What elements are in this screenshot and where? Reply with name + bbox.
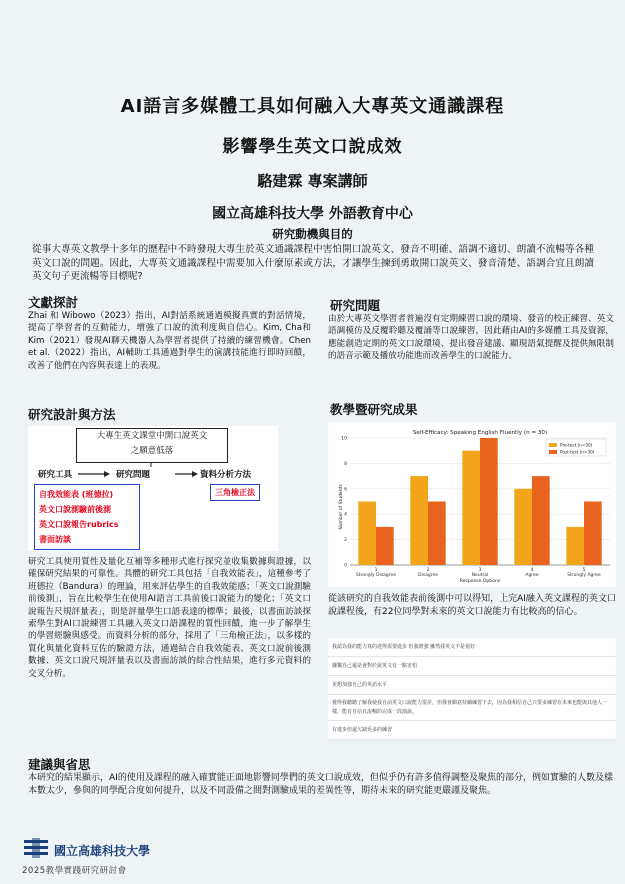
bar-pre-test	[410, 476, 428, 565]
diagram-tool-3: 英文口說報告rubrics	[39, 520, 119, 529]
bar-post-test	[480, 438, 498, 565]
literature-heading: 文獻探討	[28, 295, 79, 310]
chart-xtick-number: 2	[426, 568, 430, 573]
bar-pre-test	[566, 527, 584, 565]
bar-post-test	[376, 527, 394, 565]
results-text: 從該研究的自我效能表前後測中可以得知，上完AI融入英文課程的英文口說課程後，有22位同學對未來的英文口說能力有比較高的信心。	[328, 594, 616, 617]
questions-text: 由於大專英文學習者普遍沒有定期練習口說的環境、發音的校正練習、英文語調模仿及反覆聆聽及覆誦等口說練習，因此藉由AI的多媒體工具及資源，應能創造定期的英文口說環境、提出發音建議、顯現語氣提醒及提供無限制的語音示範及播放功能進而改善學生的口說能力。	[328, 314, 614, 362]
diagram-col-tools: 研究工具	[38, 470, 73, 480]
footer-conference: 2025教學實踐研究研討會	[22, 866, 127, 876]
chart-xtick-label: Strongly Agree	[567, 573, 601, 578]
diagram-col-questions: 研究問題	[116, 470, 151, 480]
literature-text: Zhai 和 Wibowo（2023）指出，AI對話系統通過模擬真實的對話情境，提高了學習者的互動能力，增強了口說的流利度與自信心。Kim, Cha和Kim（2021）發現AI聊天機器人為學習者提供了持續的練習機會。Chen et al.（2022）指出，AI輔助工具通過對學生的演講技能進行即時回饋，改善了他們在內容與表達上的表現。	[28, 311, 311, 371]
conclusion-heading: 建議與省思	[28, 757, 91, 772]
diagram-method: 三角檢正法	[210, 484, 260, 501]
bar-pre-test	[514, 489, 532, 565]
poster-title-line1: AI語言多媒體工具如何融入大專英文通識課程	[120, 96, 505, 117]
diagram-tool-2: 英文口說測驗前後測	[39, 505, 111, 514]
chart-xtick-number: 4	[530, 568, 534, 573]
school-logo-icon	[22, 838, 50, 864]
design-diagram	[28, 426, 278, 551]
chart-xtick-label: Strongly Disagree	[355, 573, 397, 578]
bar-pre-test	[462, 451, 480, 565]
chart-ylabel: Number of Students	[339, 484, 344, 530]
chart-xtick-number: 5	[582, 568, 586, 573]
chart-legend-label: Post-test (n=30)	[560, 449, 595, 455]
bar-post-test	[532, 476, 550, 565]
survey-row: 有進步但還欠缺更多的練習	[328, 721, 616, 740]
diagram-top-line2: 之願意低落	[130, 446, 174, 456]
chart-xlabel: Response Options	[459, 579, 501, 584]
design-text: 研究工具使用質性及量化互補等多種形式進行探究並收集數據與證據，以確保研究結果的可靠性。具體的研究工具包括「自我效能表」，這種參考了班德拉（Bandura）的理論，用來評估學生的自我效能感；「英文口說測驗前後測」，旨在比較學生在使用AI語言工具前後口說能力的變化；「英文口說報告尺規評量表」，則是評量學生口語表達的標準；最後，以書面訪談探索學生對AI口說練習工具融入英文口語課程的質性回饋，進一步了解學生的學習經驗與感受。而資料分析的部分，採用了「三角檢正法」，以多樣的質化與量化資料互佐的驗證方法，通過結合自我效能表、英文口說前後測數據、英文口說尺規評量表以及書面訪談的綜合性結果，進行多元資料的交叉分析。	[28, 557, 311, 679]
chart-xtick-label: Disagree	[418, 573, 438, 578]
motivation-text: 從事大專英文教學十多年的歷程中不時發現大專生於英文通識課程中害怕開口說英文、發音不明確、語調不適切、朗讀不流暢等各種英文口說的問題。因此，大專英文通識課程中需要加入什麼原素或方法，才讓學生揀到勇敢開口說英文、發音清楚、語調合宜且朗讀英文句子更流暢等目標呢?	[32, 244, 594, 282]
conclusion-text: 本研究的結果顯示，AI的使用及課程的融入確實能正面地影響同學們的英文口說成效，但似乎仍有許多值得調整及聚焦的部分，例如實驗的人數及樣本數太少，參與的同學配合度如何提升，以及不同設備之間對測驗成果的差異性等，期待未來的研究能更嚴謹及聚焦。	[28, 773, 613, 796]
chart-xtick-number: 1	[374, 568, 378, 573]
chart-ytick-label: 8	[344, 461, 347, 467]
chart-title: Self-Efficacy: Speaking English Fluently (n = 30)	[412, 430, 548, 436]
footer-school: 國立高雄科技大學	[54, 844, 151, 858]
chart-legend-swatch	[549, 450, 557, 454]
questions-heading: 研究問題	[330, 298, 381, 313]
self-efficacy-chart	[328, 422, 616, 587]
chart-ytick-label: 2	[344, 538, 347, 544]
chart-ytick-label: 0	[344, 563, 347, 569]
chart-ytick-label: 10	[341, 436, 347, 442]
survey-row: 據獨自己還是會對於說英文有一點害怕	[328, 657, 616, 676]
motivation-heading: 研究動機與目的	[272, 227, 353, 241]
results-heading: 教學暨研究成果	[330, 402, 418, 417]
design-heading: 研究設計與方法	[28, 407, 116, 422]
bar-pre-test	[358, 502, 376, 566]
survey-row: 覺得我聽聽了解我使我自前英文口說能力很差，但我會願意持續練習下去，因為我相信自己只要多練習在未來也能與其他人一樣，能有自信且流暢的完成一段演說。	[328, 695, 616, 721]
diagram-col-analysis: 資料分析方法	[200, 470, 252, 480]
chart-ytick-label: 4	[344, 512, 347, 518]
chart-xtick-label: Neutral	[471, 573, 489, 578]
chart-legend-label: Pre-test (n=30)	[560, 442, 593, 448]
chart-xtick-label: Agree	[525, 573, 539, 578]
poster-title-line2: 影響學生英文口說成效	[222, 137, 403, 157]
diagram-tool-1: 自我效能表 (班德拉)	[39, 490, 114, 499]
bar-post-test	[428, 502, 446, 566]
institution: 國立高雄科技大學 外語教育中心	[212, 206, 413, 222]
author: 駱建霖 專案講師	[257, 172, 368, 190]
survey-responses	[328, 638, 616, 740]
diagram-top-line1: 大專生英文課堂中開口說英文	[96, 431, 208, 441]
survey-row: 更想加強自己的英語水平	[328, 676, 616, 695]
chart-legend-swatch	[549, 443, 557, 447]
survey-row: 我認為我的能力真的達得需要進步 但我增強 雖然我英文不是很好	[328, 638, 616, 657]
diagram-tool-4: 書面訪談	[39, 535, 71, 544]
diagram-tools-box	[34, 484, 140, 550]
bar-post-test	[584, 502, 602, 566]
chart-ytick-label: 6	[344, 487, 347, 493]
chart-xtick-number: 3	[478, 568, 482, 573]
